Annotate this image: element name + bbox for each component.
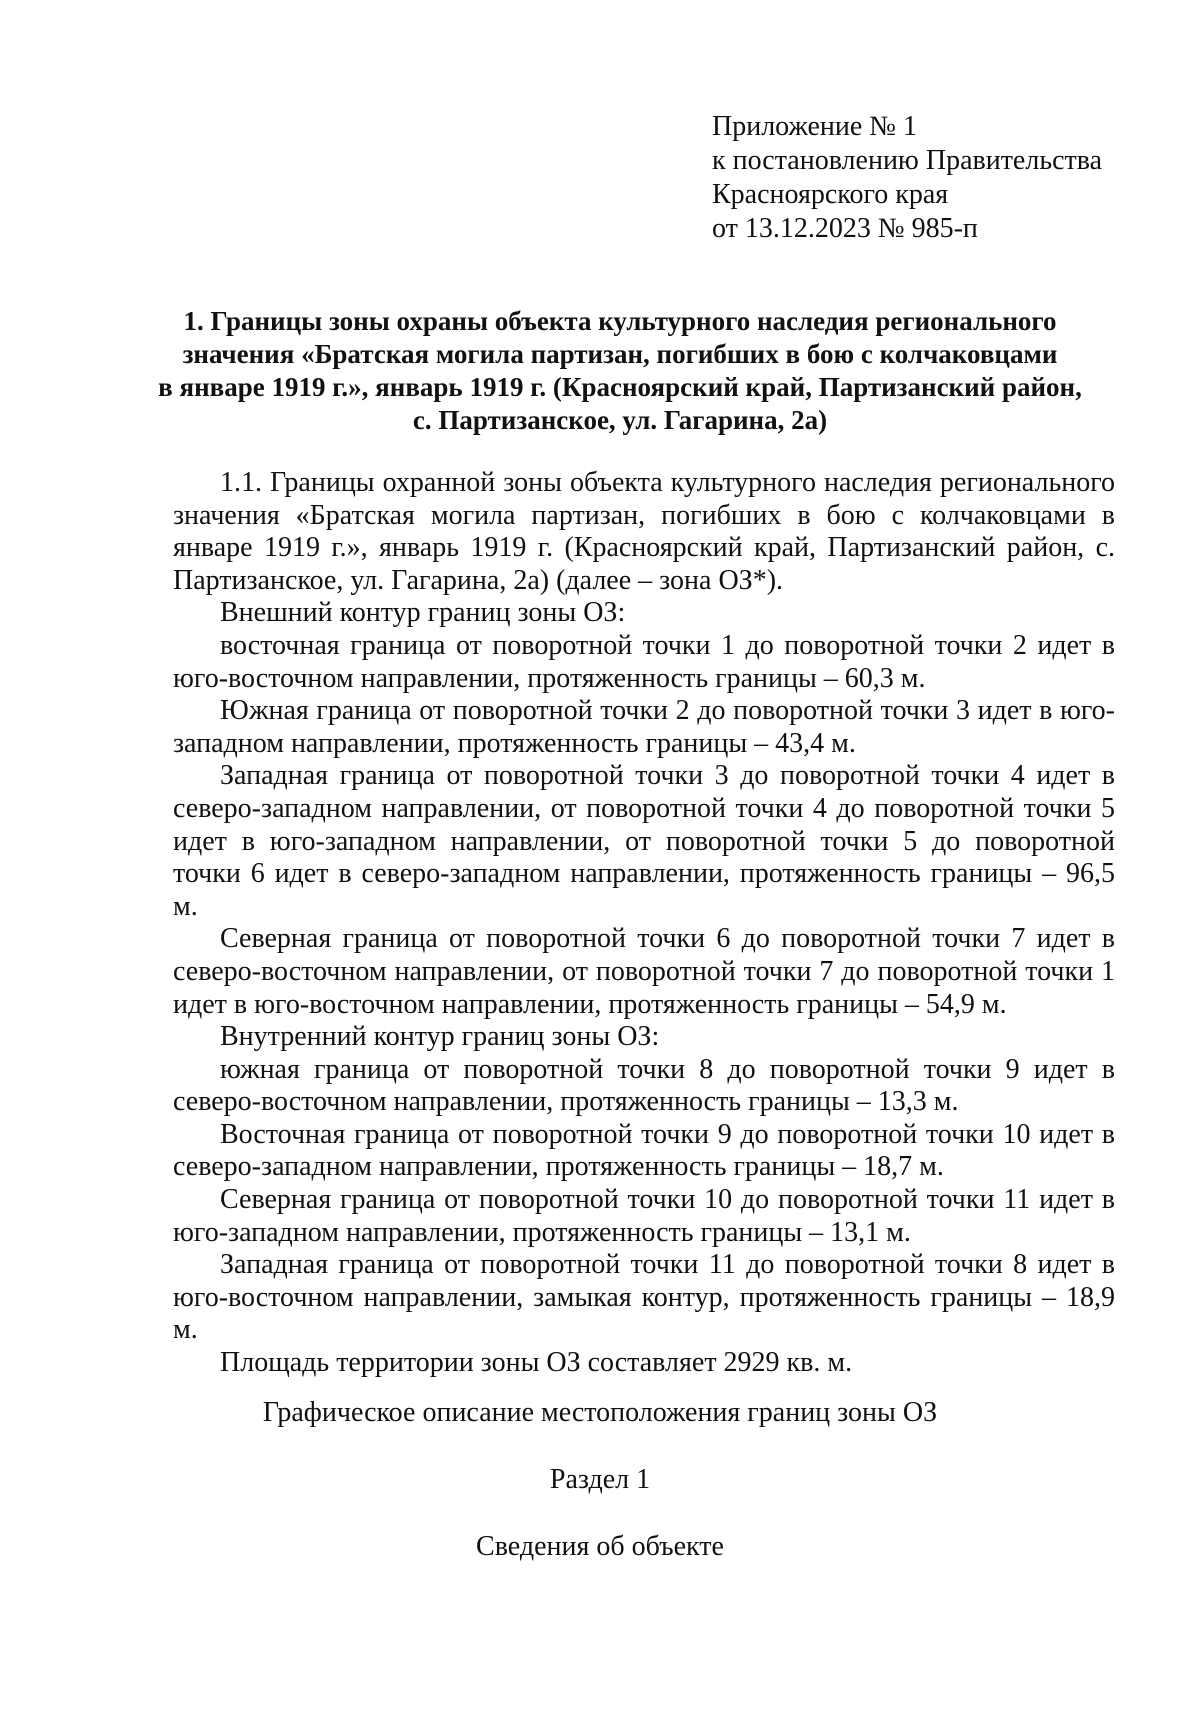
inner-north-boundary: Северная граница от поворотной точки 10 до поворотной точки 11 идет в юго-западном направлении, протяженность границы – 13,1 м. [173, 1184, 1115, 1248]
zone-area: Площадь территории зоны ОЗ составляет 2929 кв. м. [220, 1347, 853, 1379]
section-number: Раздел 1 [549, 1464, 651, 1495]
outer-north-boundary: Северная граница от поворотной точки 6 до поворотной точки 7 идет в северо-восточном направлении, от поворотной точки 7 до поворотной точки 1 идет в юго-восточном направлении, протяженность границы – 54,9 м. [173, 923, 1115, 1020]
section-heading [120, 305, 1120, 437]
appendix-region: Красноярского края [712, 179, 949, 210]
outer-east-boundary: восточная граница от поворотной точки 1 до поворотной точки 2 идет в юго-восточном направлении, протяженность границы – 60,3 м. [173, 629, 1115, 694]
heading-line-1: 1. Границы зоны охраны объекта культурного наследия регионального [183, 306, 1057, 336]
outer-contour-title: Внешний контур границ зоны ОЗ: [220, 597, 626, 629]
object-info-title: Сведения об объекте [476, 1531, 724, 1562]
document-body [173, 467, 1115, 1380]
appendix-number: Приложение № 1 [712, 111, 917, 142]
heading-line-3: в январе 1919 г.», январь 1919 г. (Красноярский край, Партизанский район, [158, 372, 1082, 402]
inner-south-boundary: южная граница от поворотной точки 8 до поворотной точки 9 идет в северо-восточном направлении, протяженность границы – 13,3 м. [173, 1053, 1115, 1118]
outer-south-boundary: Южная граница от поворотной точки 2 до поворотной точки 3 идет в юго-западном направлении, протяженность границы – 43,4 м. [173, 695, 1115, 759]
outer-west-boundary: Западная граница от поворотной точки 3 до поворотной точки 4 идет в северо-западном направлении, от поворотной точки 4 до поворотной точки 5 идет в юго-западном направлении, от поворотной точки 5 до поворотной точки 6 идет в северо-западном направлении, протяженность границы – 96,5 м. [173, 760, 1115, 922]
heading-line-2: значения «Братская могила партизан, погибших в бою с колчаковцами [182, 339, 1058, 369]
inner-east-boundary: Восточная граница от поворотной точки 9 до поворотной точки 10 идет в северо-западном направлении, протяженность границы – 18,7 м. [173, 1118, 1115, 1183]
heading-line-4: с. Партизанское, ул. Гагарина, 2а) [412, 405, 828, 435]
appendix-block [712, 110, 1152, 246]
intro-paragraph: 1.1. Границы охранной зоны объекта культурного наследия регионального значения «Братская могила партизан, погибших в бою с колчаковцами в январе 1919 г.», январь 1919 г. (Красноярский край, Партизанский район, с. Партизанское, ул. Гагарина, 2а) (далее – зона ОЗ*). [173, 467, 1115, 596]
appendix-date: от 13.12.2023 № 985-п [712, 213, 978, 244]
inner-contour-title: Внутренний контур границ зоны ОЗ: [220, 1021, 660, 1053]
graphic-description-title: Графическое описание местоположения границ зоны ОЗ [262, 1397, 938, 1428]
inner-west-boundary: Западная граница от поворотной точки 11 до поворотной точки 8 идет в юго-восточном направлении, замыкая контур, протяженность границы – 18,9 м. [173, 1249, 1115, 1346]
appendix-resolution: к постановлению Правительства [712, 145, 1103, 176]
